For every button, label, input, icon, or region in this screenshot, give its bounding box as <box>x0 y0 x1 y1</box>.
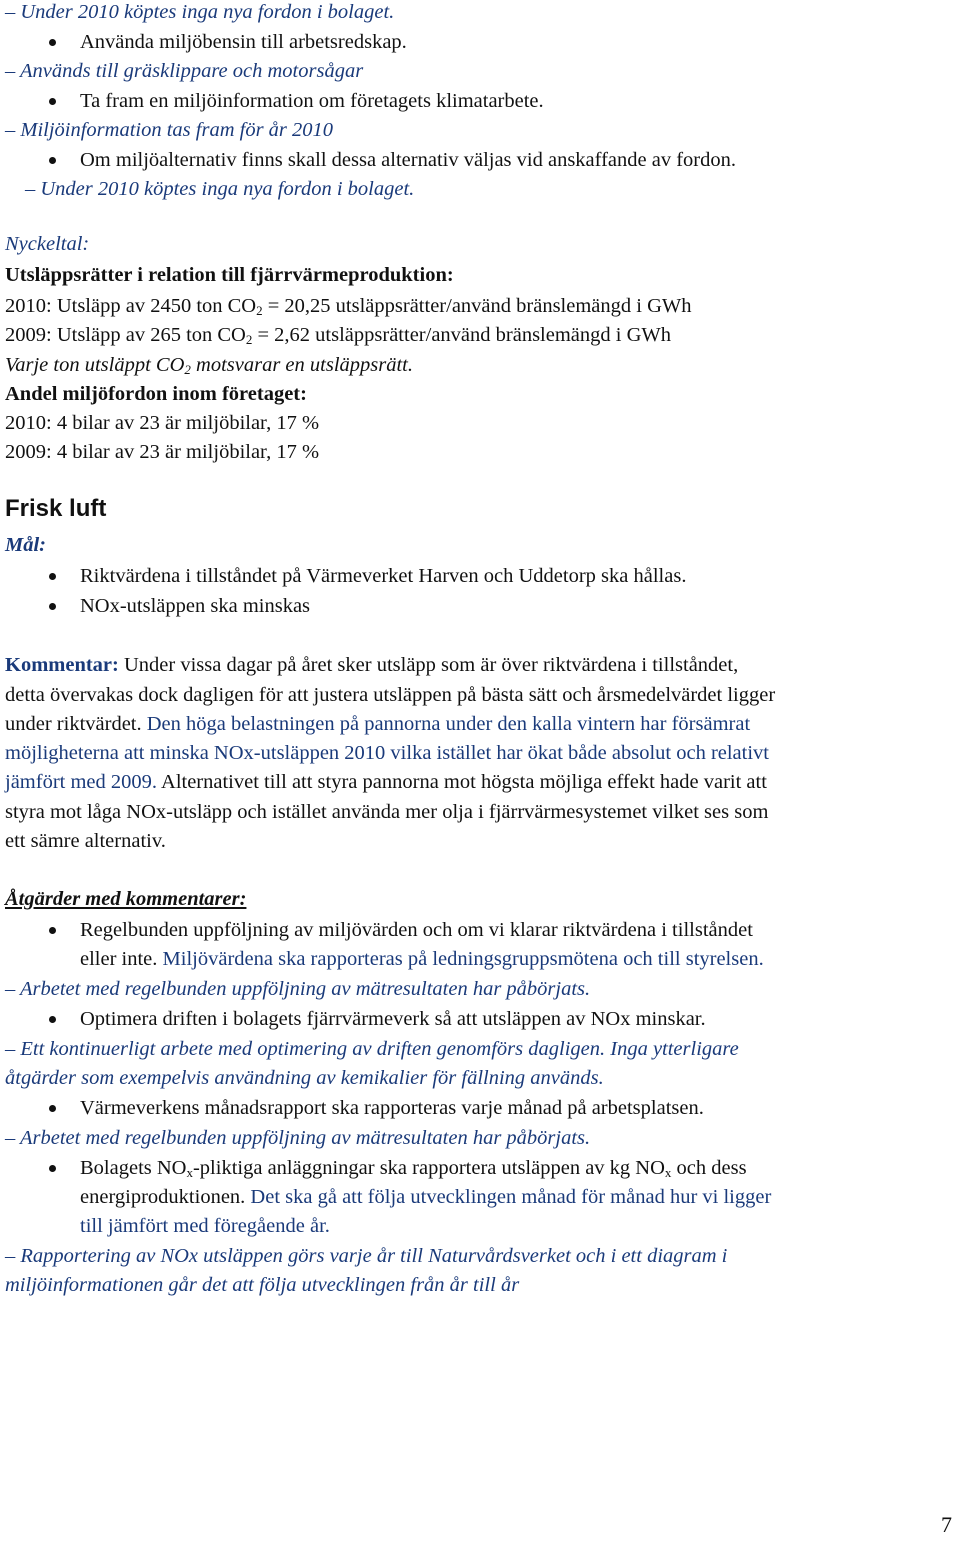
action-text: Det ska gå att följa utvecklingen månad för månad hur vi ligger <box>245 1186 772 1208</box>
emission-rights-heading: Utsläppsrätter i relation till fjärrvärmeproduktion: <box>5 264 454 286</box>
action-comment: – Arbetet med regelbunden uppföljning av mätresultaten har påbörjats. <box>5 978 591 1000</box>
comment-paragraph-line: detta övervakas dock dagligen för att justera utsläppen på bästa sätt och årsmedelvärdet ligger <box>5 684 776 706</box>
action-comment: åtgärder som exempelvis användning av kemikalier för fällning används. <box>5 1067 604 1089</box>
bullet-item: Om miljöalternativ finns skall dessa alternativ väljas vid anskaffande av fordon. <box>5 147 736 173</box>
comment-text: under riktvärdet. <box>5 713 142 735</box>
comment-line: – Används till gräsklippare och motorsågar <box>5 60 364 82</box>
comment-paragraph-line: styra mot låga NOx-utsläpp och istället använda mer olja i fjärrvärmesystemet vilket ses som <box>5 801 769 823</box>
row-text: = 2,62 utsläppsrätter/använd bränslemängd i GWh <box>252 324 671 346</box>
action-text: eller inte. <box>80 948 158 970</box>
nyckeltal-heading: Nyckeltal: <box>5 233 90 255</box>
subscript: 2 <box>184 362 191 377</box>
goal-label: Mål: <box>5 534 46 556</box>
action-item <box>5 1155 747 1181</box>
comment-paragraph-line <box>5 769 767 795</box>
subscript: 2 <box>256 303 263 318</box>
action-item-continued: till jämfört med föregående år. <box>80 1215 330 1237</box>
action-comment: – Ett kontinuerligt arbete med optimering av driften genomförs dagligen. Inga ytterligare <box>5 1038 739 1060</box>
comment-label: Kommentar: <box>5 654 119 676</box>
bullet-item: Använda miljöbensin till arbetsredskap. <box>5 29 407 55</box>
note-text: Varje ton utsläppt CO <box>5 354 185 376</box>
subscript: x <box>186 1165 193 1180</box>
row-text: 2010: Utsläpp av 2450 ton CO <box>5 295 257 317</box>
action-text: och dess <box>671 1157 747 1179</box>
comment-text: jämfört med 2009. <box>5 771 158 793</box>
comment-paragraph-line <box>5 711 750 737</box>
bullet-item: Ta fram en miljöinformation om företagets klimatarbete. <box>5 88 544 114</box>
actions-heading: Åtgärder med kommentarer: <box>5 888 247 910</box>
action-text: Bolagets NO <box>80 1157 187 1179</box>
comment-line: – Under 2010 köptes inga nya fordon i bolaget. <box>5 1 395 23</box>
action-item-continued <box>5 946 764 972</box>
eco-vehicles-2010: 2010: 4 bilar av 23 är miljöbilar, 17 % <box>5 412 320 434</box>
comment-text: Alternativet till att styra pannorna mot högsta möjliga effekt hade varit att <box>157 771 767 793</box>
note-text: motsvarar en utsläppsrätt. <box>190 354 413 376</box>
goal-item: Riktvärdena i tillståndet på Värmeverket Harven och Uddetorp ska hållas. <box>5 563 686 589</box>
action-text: -pliktiga anläggningar ska rapportera utsläppen av kg NO <box>192 1157 665 1179</box>
goal-item: NOx-utsläppen ska minskas <box>5 593 310 619</box>
subscript: 2 <box>245 332 253 347</box>
comment-line: – Miljöinformation tas fram för år 2010 <box>5 119 334 141</box>
eco-vehicles-heading: Andel miljöfordon inom företaget: <box>5 383 307 405</box>
page-number: 7 <box>941 1512 952 1537</box>
action-text: Miljövärdena ska rapporteras på ledningsgruppsmötena och till styrelsen. <box>157 948 764 970</box>
action-text: energiproduktionen. <box>80 1186 246 1208</box>
emission-note <box>5 352 413 378</box>
action-item-continued <box>5 1184 771 1210</box>
row-text: = 20,25 utsläppsrätter/använd bränslemängd i GWh <box>262 295 692 317</box>
comment-paragraph-line: möjligheterna att minska NOx-utsläppen 2010 vilka istället har ökat både absolut och relativt <box>5 742 769 764</box>
comment-paragraph-line <box>5 652 738 678</box>
action-comment: – Rapportering av NOx utsläppen görs varje år till Naturvårdsverket och i ett diagram i <box>5 1245 728 1267</box>
action-comment: miljöinformationen går det att följa utvecklingen från år till år <box>5 1274 520 1296</box>
emission-2010-row <box>5 293 691 319</box>
comment-paragraph-line: ett sämre alternativ. <box>5 830 166 852</box>
section-title: Frisk luft <box>5 495 107 522</box>
action-item: Regelbunden uppföljning av miljövärden och om vi klarar riktvärdena i tillståndet <box>5 917 753 943</box>
action-item: Värmeverkens månadsrapport ska rapporteras varje månad på arbetsplatsen. <box>5 1095 704 1121</box>
eco-vehicles-2009: 2009: 4 bilar av 23 är miljöbilar, 17 % <box>5 441 320 463</box>
action-item: Optimera driften i bolagets fjärrvärmeverk så att utsläppen av NOx minskar. <box>5 1006 706 1032</box>
row-text: 2009: Utsläpp av 265 ton CO <box>5 324 246 346</box>
action-comment: – Arbetet med regelbunden uppföljning av mätresultaten har påbörjats. <box>5 1127 591 1149</box>
subscript: x <box>664 1165 672 1180</box>
comment-text: Under vissa dagar på året sker utsläpp som är över riktvärdena i tillståndet, <box>118 654 739 676</box>
comment-line: – Under 2010 köptes inga nya fordon i bolaget. <box>25 178 415 200</box>
comment-text: Den höga belastningen på pannorna under den kalla vintern har försämrat <box>141 713 751 735</box>
emission-2009-row <box>5 322 671 348</box>
